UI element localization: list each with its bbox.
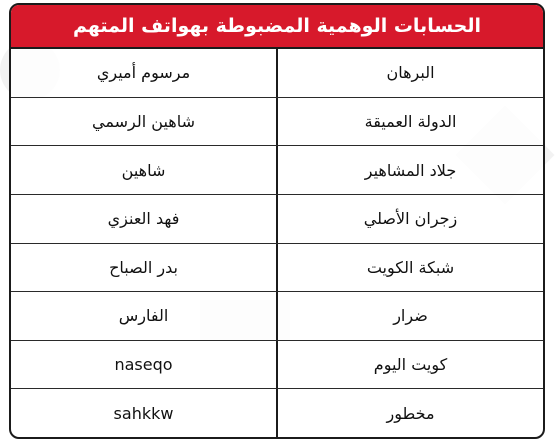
table-cell-right: مخطور: [386, 403, 435, 423]
table-cell-left: sahkkw: [11, 389, 278, 437]
table-header: [11, 5, 543, 49]
table-cell-left: فهد العنزي: [11, 195, 278, 243]
table-row: [11, 145, 543, 194]
table-cell-left: شاهين الرسمي: [11, 98, 278, 146]
table-cell-left: مرسوم أميري: [11, 49, 278, 97]
table-row: [11, 97, 543, 146]
table-row: [11, 291, 543, 340]
table-cell-right: زجران الأصلي: [363, 209, 458, 229]
table-row: [11, 388, 543, 437]
table-row: [11, 243, 543, 292]
accounts-table: [9, 3, 545, 439]
table-cell-left: شاهين: [11, 146, 278, 194]
table-cell-left: بدر الصباح: [11, 244, 278, 292]
table-cell-right: جلاد المشاهير: [364, 160, 457, 180]
table-row: [11, 194, 543, 243]
table-title: الحسابات الوهمية المضبوطة بهواتف المتهم: [72, 15, 482, 37]
table-cell-right: الدولة العميقة: [364, 111, 457, 131]
table-cell-right: شبكة الكويت: [366, 257, 455, 277]
table-cell-left: naseqo: [11, 341, 278, 389]
table-row: [11, 49, 543, 97]
table-cell-left: الفارس: [11, 292, 278, 340]
table-cell-right: البرهان: [386, 63, 435, 83]
table-body: [11, 49, 543, 437]
table-cell-right: كويت اليوم: [373, 355, 448, 375]
table-cell-right: ضرار: [393, 306, 428, 326]
table-row: [11, 340, 543, 389]
